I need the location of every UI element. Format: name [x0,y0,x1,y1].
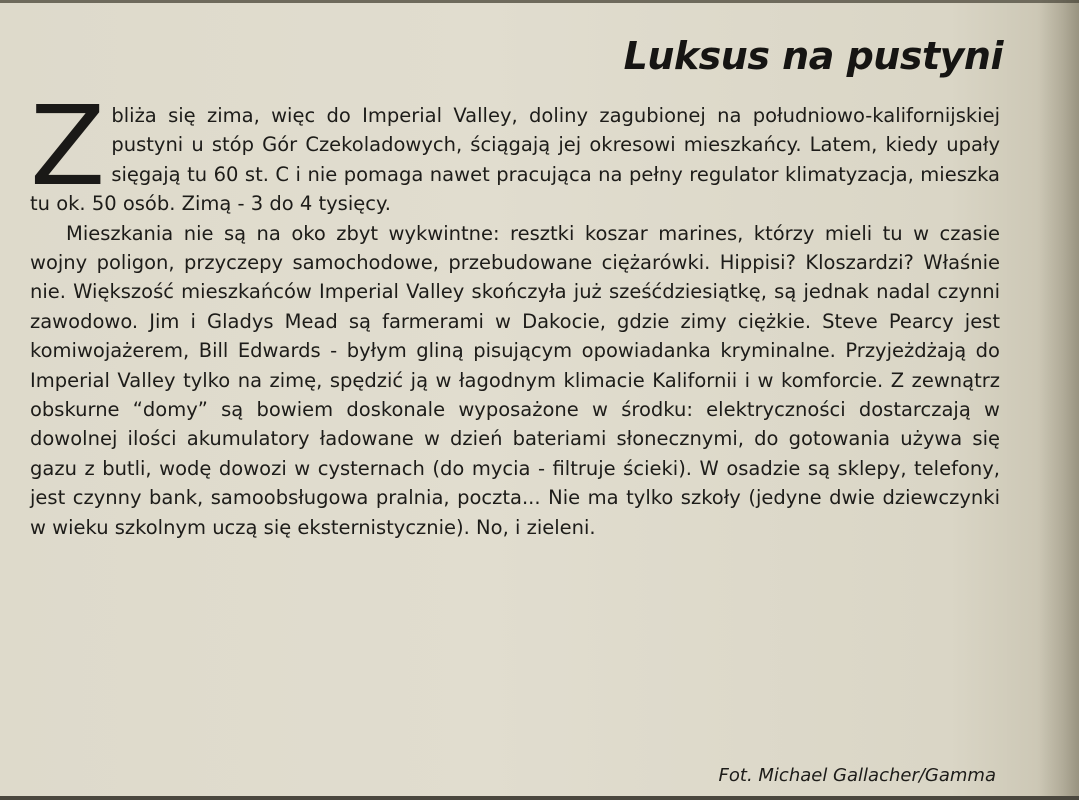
paragraph-2: Mieszkania nie są na oko zbyt wykwintne: resztki koszar marines, którzy mieli tu w czasie wojny poligon, przyczepy samochodowe, przebudowane ciężarówki. Hippisi? Kloszardzi? Właśnie nie. Większość mieszkańców Imperial Valley skończyła już sześćdziesiątkę, są jednak nadal czynni zawodowo. Jim i Gladys Mead są farmerami w Dakocie, gdzie zimy ciężkie. Steve Pearcy jest komiwojażerem, Bill Edwards - byłym gliną pisującym opowiadanka kryminalne. Przyjeżdżają do Imperial Valley tylko na zimę, spędzić ją w łagodnym klimacie Kalifornii i w komforcie. Z zewnątrz obskurne “domy” są bowiem doskonale wyposażone w środku: elektryczności dostarczają w dowolnej ilości akumulatory ładowane w dzień bateriami słonecznymi, do gotowania używa się gazu z butli, wodę dowozi w cysternach (do mycia - filtruje ścieki). W osadzie są sklepy, telefony, jest czynny bank, samoobsługowa pralnia, poczta... Nie ma tylko szkoły (jedyne dwie dziewczynki w wieku szkolnym uczą się eksternistycznie). No, i zieleni. [30,221,1000,539]
article-title: Luksus na pustyni [623,34,1003,78]
photo-credit: Fot. Michael Gallacher/Gamma [718,765,996,786]
article-body [30,82,1000,542]
paragraph-1-text: bliża się zima, więc do Imperial Valley, doliny zagubionej na południowo-kalifornijskiej pustyni u stóp Gór Czekoladowych, ściągają jej okresowi mieszkańcy. Latem, kiedy upały sięgają tu 60 st. C i nie pomaga nawet pracująca na pełny regulator klimatyzacja, mieszka tu ok. 50 osób. Zimą - 3 do 4 tysięcy. [30,104,1000,216]
page-fold-shadow [1039,0,1079,800]
page-bottom-edge [0,796,1079,800]
page-top-edge [0,0,1079,3]
paragraph-1 [30,82,1000,219]
drop-cap: Z [30,82,106,210]
